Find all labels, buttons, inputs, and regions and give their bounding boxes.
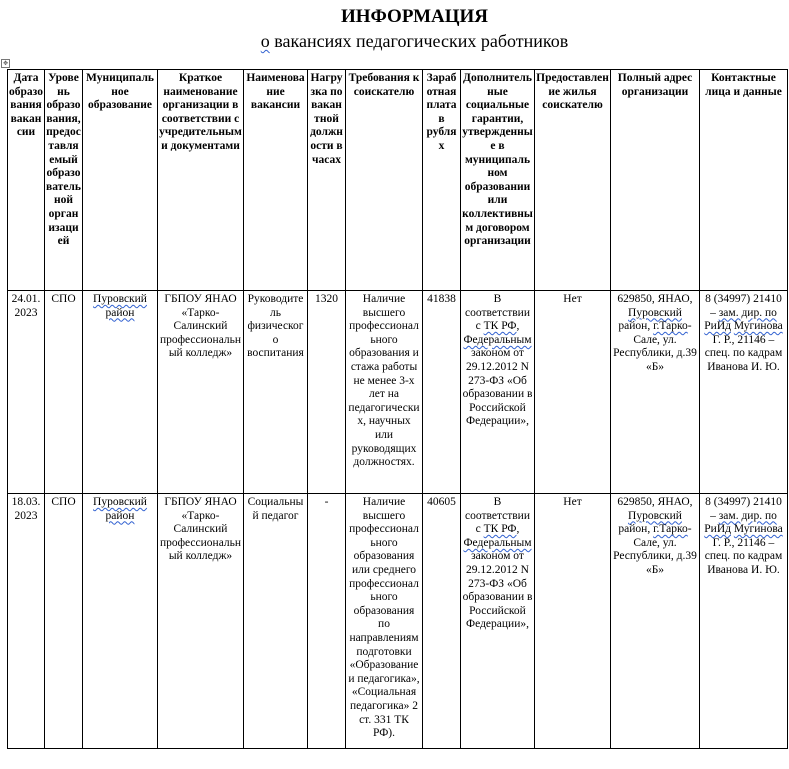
cell-salary: 40605 [423,494,461,749]
cell-municipality: Пуровский район [83,494,158,749]
col-header-contacts: Контактные лица и данные [700,70,788,291]
cell-contacts: 8 (34997) 21410 – зам. дир. по РиИд Мугинова Г. Р., 21146 – спец. по кадрам Иванова И. Ю. [700,291,788,494]
col-header-org: Краткое наименование организации в соответствии с учредительными документами [158,70,244,291]
subtitle-prefix: о [260,31,270,51]
cell-municipality: Пуровский район [83,291,158,494]
document-title: ИНФОРМАЦИЯ [340,6,489,27]
cell-requirements: Наличие высшего профессионального образования и стажа работы не менее 3-х лет на педагогических, научных или руководящих должностях. [346,291,423,494]
table-row [8,494,788,749]
col-header-vacancy: Наименование вакансии [244,70,308,291]
table-row [8,291,788,494]
cell-level: СПО [45,291,83,494]
col-header-salary: Заработная плата в рублях [423,70,461,291]
document-subtitle [0,30,789,52]
cell-housing: Нет [535,291,611,494]
col-header-requirements: Требования к соискателю [346,70,423,291]
cell-date: 24.01.2023 [8,291,45,494]
cell-contacts: 8 (34997) 21410 – зам. дир. по РиИд Мугинова Г. Р., 21146 – спец. по кадрам Иванова И. Ю. [700,494,788,749]
cell-requirements: Наличие высшего профессионального образования или среднего профессионального образования по направлениям подготовки «Образование и педагогика», «Социальная педагогика» 2 ст. 331 ТК РФ). [346,494,423,749]
col-header-date: Дата образования вакансии [8,70,45,291]
cell-level: СПО [45,494,83,749]
cell-date: 18.03.2023 [8,494,45,749]
cell-salary: 41838 [423,291,461,494]
vacancies-table [7,69,788,749]
cell-guarantees: В соответствии с ТК РФ, Федеральным законом от 29.12.2012 N 273-ФЗ «Об образовании в Российской Федерации», [461,291,535,494]
col-header-hours: Нагрузка по вакантной должности в часах [308,70,346,291]
move-handle-icon[interactable]: ✥ [2,60,9,67]
col-header-housing: Предоставление жилья соискателю [535,70,611,291]
cell-vacancy: Социальный педагог [244,494,308,749]
subtitle-text: вакансиях педагогических работников [269,31,569,51]
col-header-address: Полный адрес организации [611,70,700,291]
cell-hours: 1320 [308,291,346,494]
cell-vacancy: Руководитель физического воспитания [244,291,308,494]
cell-housing: Нет [535,494,611,749]
cell-org: ГБПОУ ЯНАО «Тарко-Салинский профессиональный колледж» [158,291,244,494]
cell-hours: - [308,494,346,749]
col-header-municipality: Муниципальное образование [83,70,158,291]
cell-address: 629850, ЯНАО, Пуровский район, г.Тарко-Сале, ул. Республики, д.39 «Б» [611,291,700,494]
cell-address: 629850, ЯНАО, Пуровский район, г.Тарко-Сале, ул. Республики, д.39 «Б» [611,494,700,749]
col-header-guarantees: Дополнительные социальные гарантии, утвержденные в муниципальном образовании или коллективным договором организации [461,70,535,291]
cell-org: ГБПОУ ЯНАО «Тарко-Салинский профессиональный колледж» [158,494,244,749]
cell-guarantees: В соответствии с ТК РФ, Федеральным законом от 29.12.2012 N 273-ФЗ «Об образовании в Российской Федерации», [461,494,535,749]
table-header-row [8,70,788,291]
col-header-level: Уровень образования, предоставляемый образовательной организацией [45,70,83,291]
